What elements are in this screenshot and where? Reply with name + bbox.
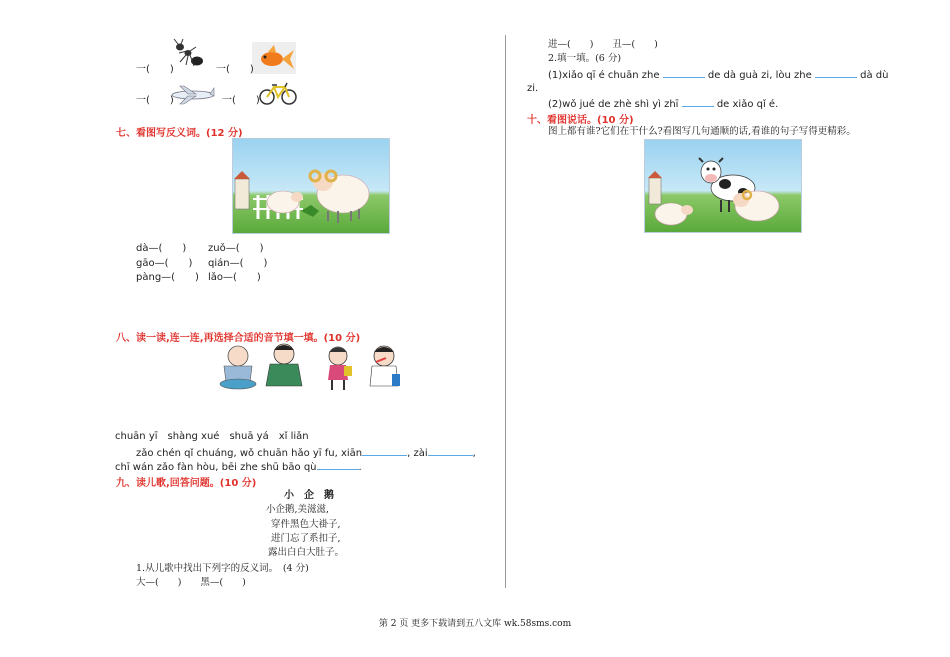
poem-line-2: 穿件黑色大褂子, [271, 519, 341, 530]
poem-line-4: 露出白白大肚子。 [268, 547, 345, 558]
fill-line-1-text-b: , zài [407, 448, 428, 459]
antonym-da: dà—( ) [136, 243, 187, 254]
fill-blank[interactable] [317, 459, 359, 470]
poem-line-1: 小企鹅,美滋滋, [266, 504, 330, 515]
fill-line-2 [115, 459, 362, 474]
blank-goldfish: 一( ) [216, 64, 254, 75]
ant-icon [170, 38, 206, 72]
section-10-heading: 十、看图说话。(10 分) [527, 115, 634, 126]
children-activities-image [216, 342, 406, 392]
q2-line-1-text-b: de dà guà zi, lòu zhe [707, 70, 812, 81]
syllable-options: chuān yī shàng xué shuā yá xǐ liǎn [115, 431, 309, 442]
q2-line-1 [548, 67, 888, 82]
fill-line-1-text-c: , [472, 448, 476, 459]
fill-blank[interactable] [428, 445, 473, 456]
antonym-zuo: zuǒ—( ) [208, 243, 264, 254]
antonym-qian: qián—( ) [208, 258, 268, 269]
airplane-icon [170, 84, 216, 106]
goldfish-icon [252, 42, 296, 74]
blank-bicycle: 一( ) [222, 95, 260, 106]
section-7-heading: 七、看图写反义词。(12 分) [116, 128, 243, 139]
column-divider [505, 35, 506, 588]
q2-line-2-text-b: de xiǎo qǐ é. [716, 99, 779, 110]
q2-line-1-wrap: zi. [527, 83, 539, 94]
section-8-heading: 八、读一读,连一连,再选择合适的音节填一填。(10 分) [116, 333, 361, 344]
bicycle-icon [258, 80, 298, 106]
section-10-prompt: 图上都有谁?它们在干什么?看图写几句通顺的话,看谁的句子写得更精彩。 [548, 126, 856, 137]
fill-blank[interactable] [663, 67, 705, 78]
question-1: 1.从儿歌中找出下列字的反义词。 (4 分) [136, 563, 309, 574]
blank-airplane: 一( ) [136, 95, 174, 106]
q2-line-2-text-a: (2)wǒ jué de zhè shì yì zhī [548, 99, 679, 110]
cow-sheep-scene-image [644, 139, 802, 233]
fill-line-1-text-a: zǎo chén qǐ chuáng, wǒ chuān hǎo yī fu, xiān [136, 448, 363, 459]
q2-line-1-text-c: dà dù [860, 70, 889, 81]
fill-line-1 [136, 445, 476, 460]
poem-title: 小 企 鹅 [284, 490, 334, 501]
fill-line-2-text-b: . [358, 462, 362, 473]
question-1-items-continued: 进—( ) 丑—( ) [548, 39, 658, 50]
antonym-pang: pàng—( ) [136, 272, 199, 283]
section-9-heading: 九、读儿歌,回答问题。(10 分) [116, 478, 257, 489]
antonym-gao: gāo—( ) [136, 258, 193, 269]
question-1-items: 大—( ) 黑—( ) [136, 577, 246, 588]
blank-ant: 一( ) [136, 64, 174, 75]
fill-blank[interactable] [682, 96, 714, 107]
fill-line-2-text-a: chī wán zǎo fàn hòu, bēi zhe shū bāo qù [115, 462, 317, 473]
poem-line-3: 进门忘了系扣子, [271, 533, 341, 544]
antonym-lao: lǎo—( ) [208, 272, 261, 283]
page-footer: 第 2 页 更多下载请到五八文库 wk.58sms.com [378, 619, 572, 629]
q2-line-2 [548, 96, 778, 111]
sheep-scene-image [232, 138, 390, 234]
fill-blank[interactable] [362, 445, 407, 456]
question-2: 2.填一填。(6 分) [548, 53, 622, 64]
fill-blank[interactable] [815, 67, 857, 78]
q2-line-1-text-a: (1)xiǎo qī é chuān zhe [548, 70, 660, 81]
